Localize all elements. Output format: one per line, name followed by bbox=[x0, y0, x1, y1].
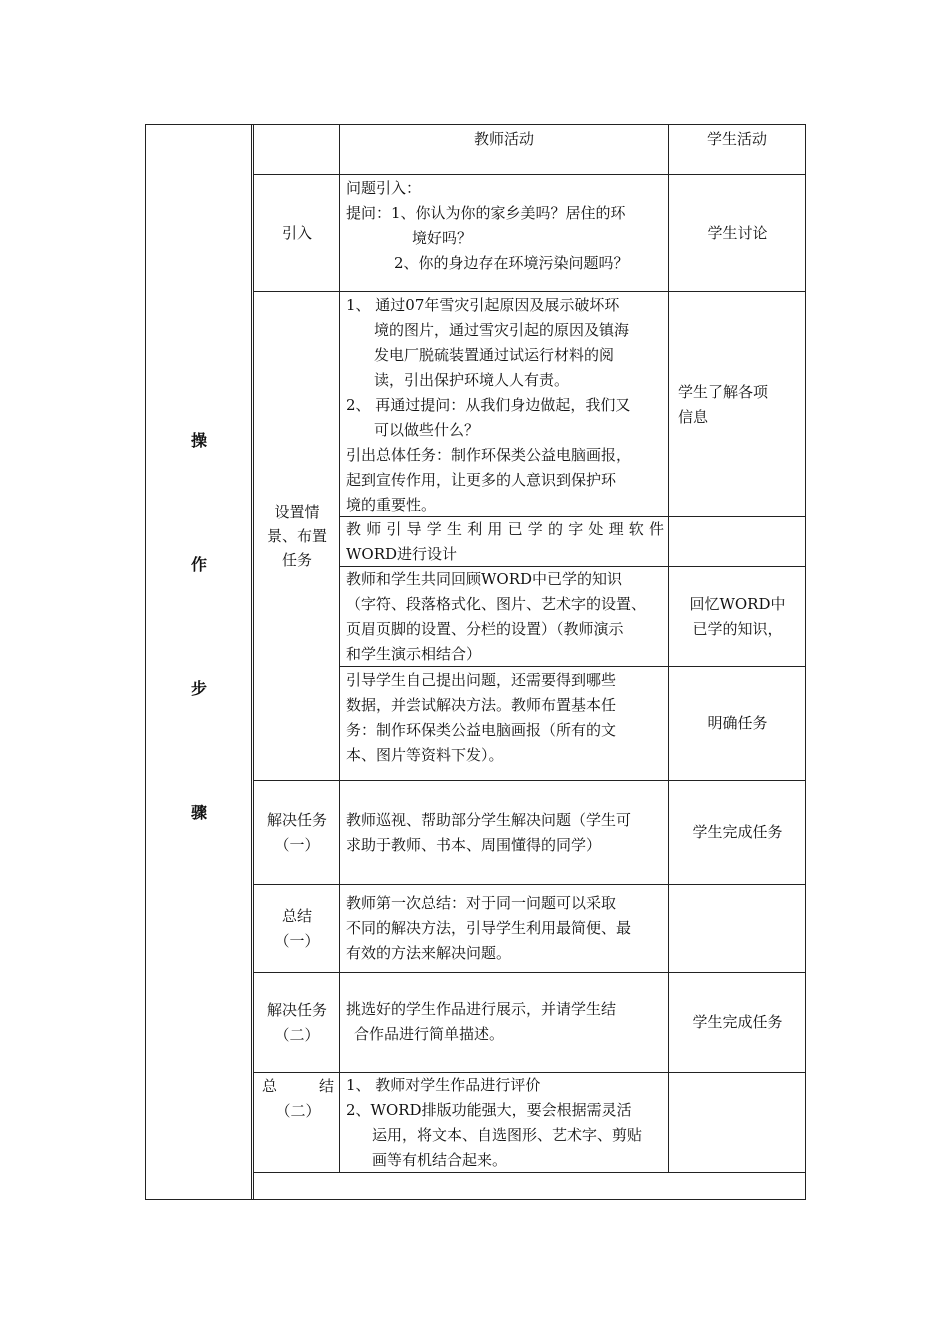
student-solve-1: 学生完成任务 bbox=[692, 823, 783, 841]
side-label-char-1: 操 bbox=[190, 431, 207, 450]
student-setup-c: 回忆WORD中 已学的知识， bbox=[689, 595, 786, 638]
teacher-setup-c: 教师和学生共同回顾WORD中已学的知识 （字符、段落格式化、图片、艺术字的设置、 页眉页脚的设置、分栏的设置）（教师演示 和学生演示相结合） bbox=[346, 570, 647, 663]
stage-solve-1: 解决任务 （一） bbox=[266, 810, 327, 854]
teacher-summary-1: 教师第一次总结：对于同一问题可以采取 不同的解决方法，引导学生利用最简便、最 有效的方法来解决问题。 bbox=[346, 894, 632, 962]
side-label-char-2: 作 bbox=[190, 555, 207, 574]
teacher-intro: 问题引入： 提问：1、你认为你的家乡美吗？居住的环 境好吗？ 2、你的身边存在环境污染问题吗？ bbox=[346, 179, 629, 272]
teacher-summary-2: 1、 教师对学生作品进行评价 2、WORD排版功能强大，要会根据需灵活 运用，将文本、自选图形、艺术字、剪贴 画等有机结合起来。 bbox=[346, 1076, 643, 1169]
student-solve-2: 学生完成任务 bbox=[692, 1013, 783, 1031]
side-label-char-4: 骤 bbox=[190, 803, 207, 822]
student-setup-d: 明确任务 bbox=[707, 714, 768, 732]
col-line bbox=[668, 124, 669, 1172]
teacher-solve-2: 挑选好的学生作品进行展示，并请学生结 合作品进行简单描述。 bbox=[346, 1000, 617, 1043]
teacher-solve-1: 教师巡视、帮助部分学生解决问题（学生可 求助于教师、书本、周围懂得的同学） bbox=[346, 811, 632, 854]
teacher-setup-b: 教师引导学生利用已学的字处理软件 WORD进行设计 bbox=[346, 520, 664, 563]
student-setup-a: 学生了解各项 信息 bbox=[678, 383, 769, 426]
student-intro: 学生讨论 bbox=[707, 223, 768, 242]
header-student-activity: 学生活动 bbox=[706, 130, 767, 148]
stage-setup: 设置情 景、布置 任务 bbox=[266, 503, 327, 569]
stage-summary-2: 总 结 （二） bbox=[262, 1077, 334, 1120]
teacher-setup-d: 引导学生自己提出问题，还需要得到哪些 数据，并尝试解决方法。教师布置基本任 务：制作环保类公益电脑画报（所有的文 本、图片等资料下发）。 bbox=[346, 671, 617, 764]
stage-intro: 引入 bbox=[281, 223, 312, 242]
stage-summary-1: 总结 （一） bbox=[274, 906, 320, 950]
header-teacher-activity: 教师活动 bbox=[473, 130, 534, 148]
stage-solve-2: 解决任务 （二） bbox=[266, 1000, 327, 1044]
teacher-setup-a: 1、 通过07年雪灾引起原因及展示破坏环 境的图片，通过雪灾引起的原因及镇海 发电厂脱硫装置通过试运行材料的阅 读，引出保护环境人人有责。 2、 再通过提问：从我们身边做起，我们又 可以做些什么？ 引出总体任务：制作环保类公益电脑画报， 起到宣传作用，让更多的人意识到保护环 境的重要性。 bbox=[346, 296, 632, 514]
side-label-char-3: 步 bbox=[190, 679, 207, 698]
